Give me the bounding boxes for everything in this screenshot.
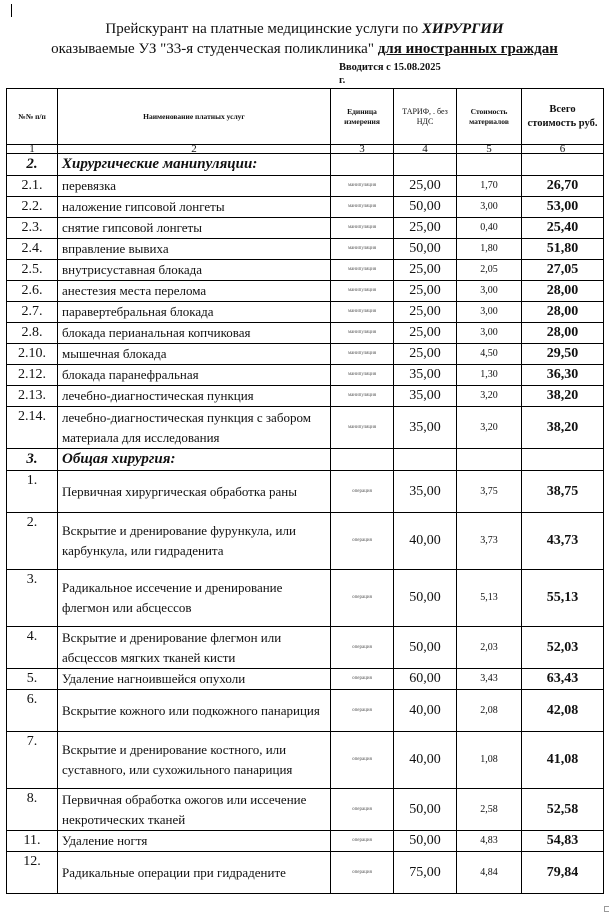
price-table: [6, 88, 604, 894]
service-name: Радикальное иссечение и дренирование флегмон или абсцессов: [58, 570, 331, 627]
table-row: [7, 344, 604, 365]
section-title: Общая хирургия:: [58, 449, 331, 471]
row-number: 4.: [7, 627, 58, 669]
unit-of-measure: манипуляция: [331, 176, 394, 197]
row-number: 3.: [7, 570, 58, 627]
materials-cost: 1,80: [457, 239, 522, 260]
service-name: Вскрытие и дренирование флегмон или абсцессов мягких тканей кисти: [58, 627, 331, 669]
header-service-name: Наименование платных услуг: [58, 89, 331, 145]
unit-of-measure: операция: [331, 627, 394, 669]
table-row: [7, 732, 604, 789]
service-name: перевязка: [58, 176, 331, 197]
column-number: 2: [58, 145, 331, 154]
tariff-value: 35,00: [394, 365, 457, 386]
tariff-value: 50,00: [394, 789, 457, 831]
tariff-value: 40,00: [394, 513, 457, 570]
materials-cost: 3,20: [457, 386, 522, 407]
row-number: 8.: [7, 789, 58, 831]
unit-of-measure: манипуляция: [331, 407, 394, 449]
section-number: 3.: [7, 449, 58, 471]
materials-cost: 3,73: [457, 513, 522, 570]
tariff-value: 35,00: [394, 386, 457, 407]
row-number: 2.7.: [7, 302, 58, 323]
empty-cell: [522, 154, 604, 176]
unit-of-measure: операция: [331, 852, 394, 894]
service-name: Радикальные операции при гидрадените: [58, 852, 331, 894]
table-row: [7, 239, 604, 260]
row-number: 5.: [7, 669, 58, 690]
table-row: [7, 669, 604, 690]
table-row: [7, 471, 604, 513]
tariff-value: 25,00: [394, 323, 457, 344]
text-cursor: [11, 4, 12, 17]
total-cost: 26,70: [522, 176, 604, 197]
table-row: [7, 690, 604, 732]
column-number: 4: [394, 145, 457, 154]
materials-cost: 3,00: [457, 281, 522, 302]
service-name: паравертебральная блокада: [58, 302, 331, 323]
total-cost: 41,08: [522, 732, 604, 789]
row-number: 2.3.: [7, 218, 58, 239]
row-number: 2.6.: [7, 281, 58, 302]
table-row: [7, 281, 604, 302]
table-row: [7, 176, 604, 197]
empty-cell: [331, 449, 394, 471]
row-number: 11.: [7, 831, 58, 852]
tariff-value: 50,00: [394, 570, 457, 627]
total-cost: 42,08: [522, 690, 604, 732]
column-number: 6: [522, 145, 604, 154]
service-name: анестезия места перелома: [58, 281, 331, 302]
effective-date: Вводится с 15.08.2025 г.: [339, 62, 441, 86]
tariff-value: 25,00: [394, 302, 457, 323]
header-unit: Единица измерения: [331, 89, 394, 145]
total-cost: 55,13: [522, 570, 604, 627]
tariff-value: 60,00: [394, 669, 457, 690]
table-row: [7, 218, 604, 239]
service-name: Удаление нагноившейся опухоли: [58, 669, 331, 690]
title-provider: оказываемые УЗ "33-я студенческая поликлиника": [51, 41, 374, 57]
row-number: 2.1.: [7, 176, 58, 197]
total-cost: 63,43: [522, 669, 604, 690]
materials-cost: 3,00: [457, 302, 522, 323]
row-number: 7.: [7, 732, 58, 789]
row-number: 2.2.: [7, 197, 58, 218]
unit-of-measure: операция: [331, 690, 394, 732]
column-number-row: [7, 145, 604, 154]
row-number: 2.12.: [7, 365, 58, 386]
materials-cost: 2,03: [457, 627, 522, 669]
service-name: мышечная блокада: [58, 344, 331, 365]
empty-cell: [394, 154, 457, 176]
title-audience: для иностранных граждан: [377, 41, 558, 57]
materials-cost: 1,08: [457, 732, 522, 789]
service-name: Первичная обработка ожогов или иссечение некротических тканей: [58, 789, 331, 831]
unit-of-measure: манипуляция: [331, 260, 394, 281]
tariff-value: 40,00: [394, 732, 457, 789]
header-tariff: ТАРИФ, . без НДС: [394, 89, 457, 145]
total-cost: 43,73: [522, 513, 604, 570]
total-cost: 28,00: [522, 281, 604, 302]
table-row: [7, 831, 604, 852]
service-name: Первичная хирургическая обработка раны: [58, 471, 331, 513]
total-cost: 79,84: [522, 852, 604, 894]
table-row: [7, 323, 604, 344]
total-cost: 53,00: [522, 197, 604, 218]
row-number: 2.8.: [7, 323, 58, 344]
unit-of-measure: операция: [331, 789, 394, 831]
tariff-value: 75,00: [394, 852, 457, 894]
empty-cell: [394, 449, 457, 471]
unit-of-measure: операция: [331, 669, 394, 690]
row-number: 2.10.: [7, 344, 58, 365]
table-row: [7, 386, 604, 407]
unit-of-measure: операция: [331, 570, 394, 627]
service-name: вправление вывиха: [58, 239, 331, 260]
total-cost: 25,40: [522, 218, 604, 239]
title-specialty: ХИРУРГИИ: [421, 21, 504, 37]
empty-cell: [522, 449, 604, 471]
unit-of-measure: манипуляция: [331, 365, 394, 386]
unit-of-measure: манипуляция: [331, 323, 394, 344]
table-row: [7, 260, 604, 281]
materials-cost: 0,40: [457, 218, 522, 239]
materials-cost: 4,83: [457, 831, 522, 852]
materials-cost: 2,58: [457, 789, 522, 831]
materials-cost: 3,00: [457, 197, 522, 218]
unit-of-measure: манипуляция: [331, 302, 394, 323]
tariff-value: 25,00: [394, 218, 457, 239]
tariff-value: 35,00: [394, 471, 457, 513]
materials-cost: 3,75: [457, 471, 522, 513]
empty-cell: [457, 449, 522, 471]
header-materials: Стоимость материалов: [457, 89, 522, 145]
table-row: [7, 407, 604, 449]
total-cost: 38,20: [522, 407, 604, 449]
service-name: Вскрытие и дренирование костного, или суставного, или сухожильного панариция: [58, 732, 331, 789]
materials-cost: 2,08: [457, 690, 522, 732]
row-number: 2.5.: [7, 260, 58, 281]
table-row: [7, 365, 604, 386]
resize-handle: [604, 906, 609, 912]
column-number: 3: [331, 145, 394, 154]
total-cost: 29,50: [522, 344, 604, 365]
service-name: наложение гипсовой лонгеты: [58, 197, 331, 218]
service-name: блокада паранефральная: [58, 365, 331, 386]
title-prefix: Прейскурант на платные медицинские услуги по: [105, 21, 419, 37]
row-number: 1.: [7, 471, 58, 513]
table-row: [7, 513, 604, 570]
service-name: внутрисуставная блокада: [58, 260, 331, 281]
unit-of-measure: операция: [331, 732, 394, 789]
total-cost: 28,00: [522, 302, 604, 323]
materials-cost: 4,50: [457, 344, 522, 365]
tariff-value: 50,00: [394, 239, 457, 260]
materials-cost: 1,30: [457, 365, 522, 386]
total-cost: 38,20: [522, 386, 604, 407]
total-cost: 54,83: [522, 831, 604, 852]
tariff-value: 50,00: [394, 197, 457, 218]
row-number: 2.: [7, 513, 58, 570]
total-cost: 38,75: [522, 471, 604, 513]
unit-of-measure: манипуляция: [331, 386, 394, 407]
unit-of-measure: манипуляция: [331, 197, 394, 218]
tariff-value: 25,00: [394, 281, 457, 302]
materials-cost: 1,70: [457, 176, 522, 197]
unit-of-measure: операция: [331, 831, 394, 852]
column-number: 5: [457, 145, 522, 154]
service-name: лечебно-диагностическая пункция с забором материала для исследования: [58, 407, 331, 449]
table-row: [7, 852, 604, 894]
tariff-value: 25,00: [394, 260, 457, 281]
row-number: 6.: [7, 690, 58, 732]
table-row: [7, 302, 604, 323]
service-name: блокада перианальная копчиковая: [58, 323, 331, 344]
unit-of-measure: манипуляция: [331, 218, 394, 239]
materials-cost: 5,13: [457, 570, 522, 627]
table-row: [7, 789, 604, 831]
row-number: 12.: [7, 852, 58, 894]
column-number: 1: [7, 145, 58, 154]
document-title-line2: [0, 40, 609, 58]
materials-cost: 3,43: [457, 669, 522, 690]
total-cost: 27,05: [522, 260, 604, 281]
section-row: [7, 449, 604, 471]
table-row: [7, 627, 604, 669]
materials-cost: 2,05: [457, 260, 522, 281]
service-name: лечебно-диагностическая пункция: [58, 386, 331, 407]
table-row: [7, 570, 604, 627]
total-cost: 28,00: [522, 323, 604, 344]
total-cost: 36,30: [522, 365, 604, 386]
unit-of-measure: операция: [331, 513, 394, 570]
tariff-value: 50,00: [394, 627, 457, 669]
tariff-value: 25,00: [394, 344, 457, 365]
unit-of-measure: манипуляция: [331, 239, 394, 260]
service-name: Вскрытие кожного или подкожного панариция: [58, 690, 331, 732]
tariff-value: 25,00: [394, 176, 457, 197]
unit-of-measure: операция: [331, 471, 394, 513]
table-header-row: [7, 89, 604, 145]
header-number: №№ п/п: [7, 89, 58, 145]
row-number: 2.4.: [7, 239, 58, 260]
service-name: снятие гипсовой лонгеты: [58, 218, 331, 239]
row-number: 2.14.: [7, 407, 58, 449]
unit-of-measure: манипуляция: [331, 281, 394, 302]
service-name: Удаление ногтя: [58, 831, 331, 852]
total-cost: 52,03: [522, 627, 604, 669]
row-number: 2.13.: [7, 386, 58, 407]
materials-cost: 3,20: [457, 407, 522, 449]
tariff-value: 35,00: [394, 407, 457, 449]
total-cost: 52,58: [522, 789, 604, 831]
tariff-value: 50,00: [394, 831, 457, 852]
service-name: Вскрытие и дренирование фурункула, или карбункула, или гидраденита: [58, 513, 331, 570]
section-number: 2.: [7, 154, 58, 176]
unit-of-measure: манипуляция: [331, 344, 394, 365]
materials-cost: 4,84: [457, 852, 522, 894]
tariff-value: 40,00: [394, 690, 457, 732]
total-cost: 51,80: [522, 239, 604, 260]
table-row: [7, 197, 604, 218]
document-title-line1: [0, 20, 609, 38]
empty-cell: [457, 154, 522, 176]
empty-cell: [331, 154, 394, 176]
section-title: Хирургические манипуляции:: [58, 154, 331, 176]
materials-cost: 3,00: [457, 323, 522, 344]
section-row: [7, 154, 604, 176]
header-total: Всего стоимость руб.: [522, 89, 604, 145]
